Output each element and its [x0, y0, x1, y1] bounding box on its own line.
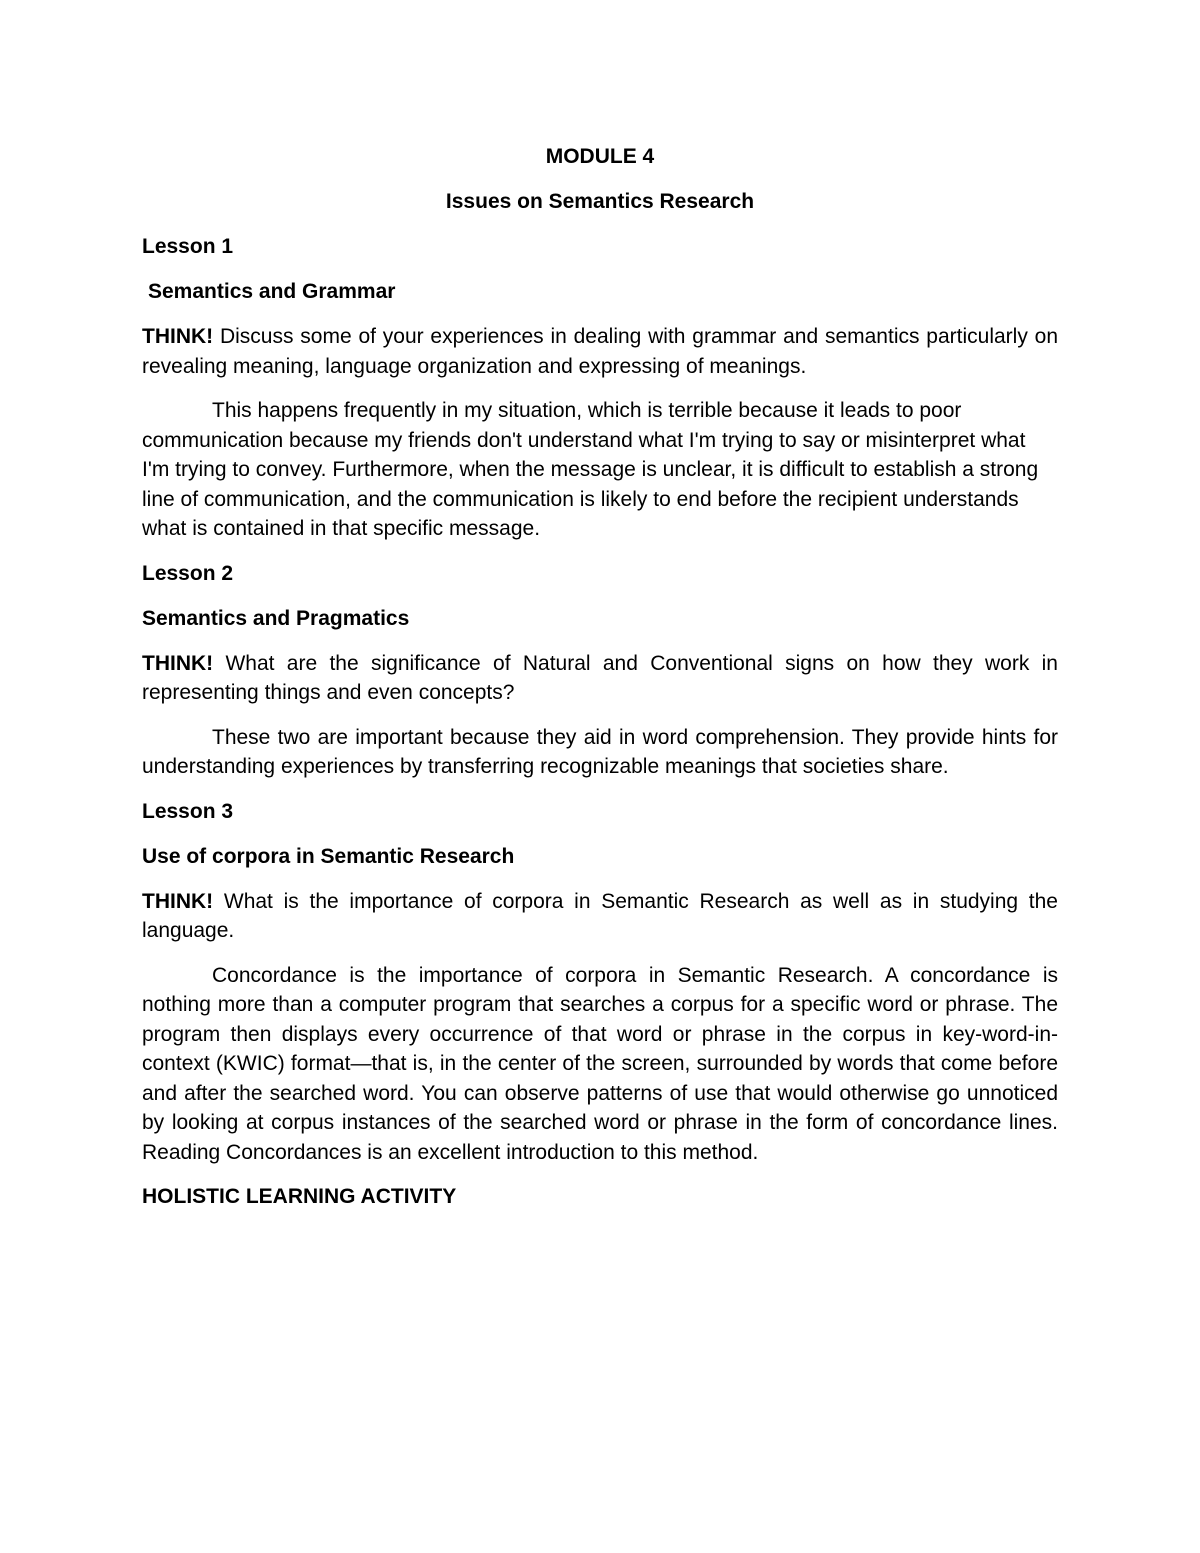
lesson-1-title: Semantics and Grammar [148, 280, 396, 303]
lesson-2-think-label: THINK! [142, 651, 214, 675]
lesson-3-think-label: THINK! [142, 889, 214, 913]
module-title: MODULE 4 [545, 145, 655, 168]
lesson-2-section [142, 559, 1058, 782]
lesson-2-answer: These two are important because they aid in word comprehension. They provide hints for understanding experiences by transferring recognizable meanings that societies share. [142, 725, 1058, 778]
lesson-3-section [142, 797, 1058, 1168]
lesson-3-answer: Concordance is the importance of corpora in Semantic Research. A concordance is nothing more than a computer program that searches a corpus for a specific word or phrase. The program then displays every occurrence of that word or phrase in the corpus in key-word-in-context (KWIC) format—that is, in the center of the screen, surrounded by words that come before and after the searched word. You can observe patterns of use that would otherwise go unnoticed by looking at corpus instances of the searched word or phrase in the form of concordance lines. Reading Concordances is an excellent introduction to this method. [142, 963, 1058, 1164]
lesson-1-answer: This happens frequently in my situation, which is terrible because it leads to poor communication because my friends don't understand what I'm trying to say or misinterpret what I'm trying to convey. Furthermore, when the message is unclear, it is difficult to establish a strong line of communication, and the communication is likely to end before the recipient understands what is contained in that specific message. [142, 399, 1039, 540]
lesson-3-question-text: What is the importance of corpora in Semantic Research as well as in studying the language. [142, 889, 1058, 942]
lesson-1-think-label: THINK! [142, 325, 214, 348]
lesson-3-title: Use of corpora in Semantic Research [142, 844, 515, 868]
lesson-2-title: Semantics and Pragmatics [142, 606, 410, 630]
lesson-1-section [142, 232, 1058, 544]
lesson-2-question-text: What are the significance of Natural and Conventional signs on how they work in representing things and even concepts? [142, 651, 1058, 704]
lesson-1-question [142, 322, 1058, 381]
lesson-3-label: Lesson 3 [142, 799, 234, 823]
module-subtitle: Issues on Semantics Research [445, 190, 755, 213]
document-page [142, 142, 1058, 1211]
lesson-2-label: Lesson 2 [142, 561, 234, 585]
lesson-2-question [142, 649, 1058, 708]
closing-heading: HOLISTIC LEARNING ACTIVITY [142, 1185, 457, 1208]
lesson-1-label: Lesson 1 [142, 235, 234, 258]
lesson-3-question [142, 887, 1058, 946]
lesson-1-question-text: Discuss some of your experiences in dealing with grammar and semantics particularly on revealing meaning, language organization and expressing of meanings. [142, 325, 1058, 378]
